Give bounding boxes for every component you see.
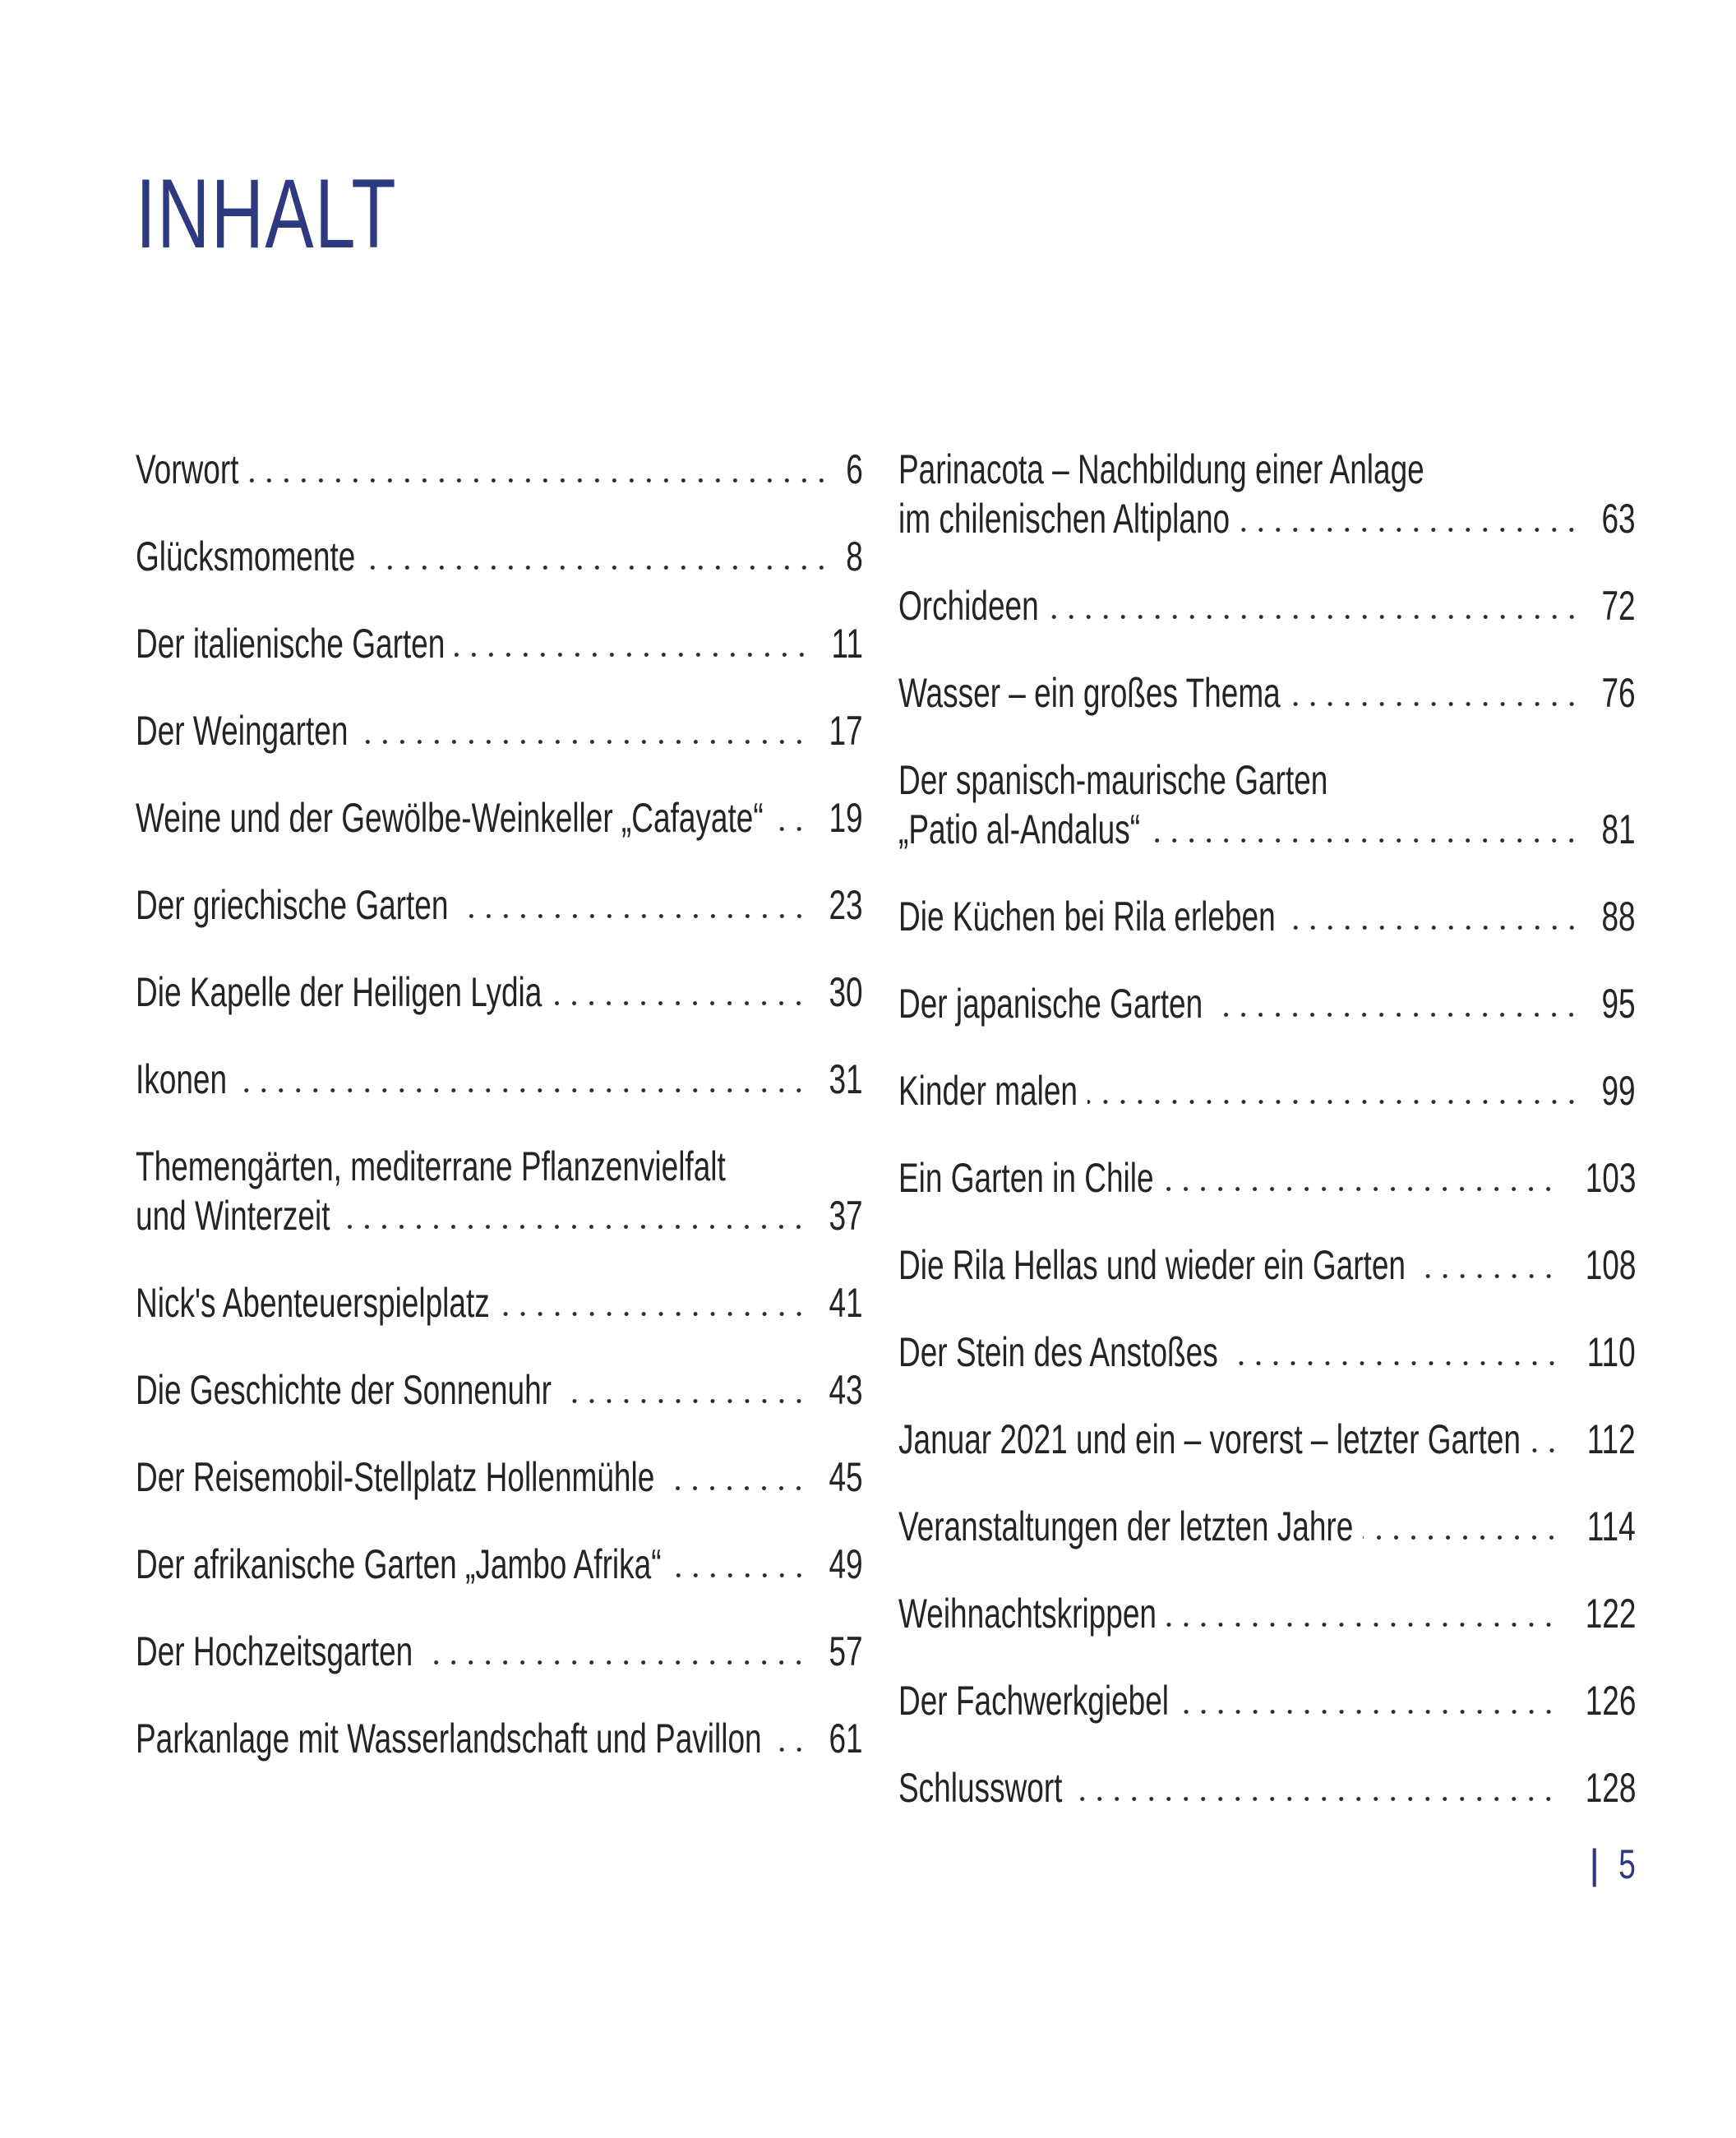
dot-leader [1179,1709,1558,1715]
toc-entry-row [136,1540,863,1589]
toc-entry [136,1278,863,1328]
toc-page-number: 23 [829,882,863,928]
toc-entry-title-line1: Der spanisch-maurische Garten [898,757,1328,803]
toc-entry [136,1540,863,1589]
toc-entry-title: Die Geschichte der Sonnenuhr [136,1367,552,1413]
dot-leader [422,1660,807,1665]
toc-entry [136,706,863,755]
toc-entry-title: Der Reisemobil-Stellplatz Hollenmühle [136,1454,655,1500]
toc-entry-row [898,581,1636,630]
toc-page-number: 37 [829,1193,863,1239]
toc-entry-title: Weine und der Gewölbe-Weinkeller „Cafayate“ [136,795,764,841]
toc-entry [136,1055,863,1104]
toc-entry-title-line1: Parinacota – Nachbildung einer Anlage [898,446,1424,492]
toc-entry [136,1627,863,1676]
toc-entry-title-line1: Themengärten, mediterrane Pflanzenvielfalt [136,1143,726,1189]
toc-entry-title: Parkanlage mit Wasserlandschaft und Pavillon [136,1715,762,1762]
toc-entry [898,668,1636,718]
dot-leader [365,565,830,570]
toc-entry-row [136,967,863,1017]
toc-page-number: 81 [1601,806,1636,852]
toc-columns [136,445,1636,1812]
dot-leader [1363,1535,1560,1540]
toc-entry-title: Der Stein des Anstoßes [898,1329,1218,1375]
toc-entry-row [898,668,1636,718]
toc-entry [136,1365,863,1415]
toc-entry-title: Der Fachwerkgiebel [898,1678,1170,1724]
toc-entry-title: Glücksmomente [136,533,356,580]
dot-leader [1072,1796,1557,1802]
toc-entry [898,1328,1636,1377]
toc-entry-title: Kinder malen [898,1068,1078,1114]
toc-entry [898,755,1636,854]
toc-page-number: 95 [1601,981,1636,1027]
dot-leader [500,1311,808,1317]
toc-page-number: 103 [1585,1155,1636,1201]
toc-entry [136,1452,863,1502]
toc-entry-title: Vorwort [136,446,239,492]
dot-leader [1240,527,1580,533]
page-title: INHALT [136,159,398,269]
toc-entry [136,1142,863,1240]
dot-leader [772,1747,808,1752]
toc-entry-row [136,793,863,843]
toc-entry-title: Der afrikanische Garten „Jambo Afrika“ [136,1541,662,1587]
toc-entry [898,1502,1636,1551]
dot-leader [1150,838,1580,843]
toc-entry-title: Der Weingarten [136,708,349,754]
toc-page-number: 43 [829,1367,863,1413]
toc-entry [898,979,1636,1028]
toc-entry-title: Ikonen [136,1056,228,1102]
toc-page [0,159,1736,2138]
toc-entry [136,967,863,1017]
toc-entry-title: und Winterzeit [136,1193,330,1239]
dot-leader [1290,701,1581,707]
toc-entry [898,581,1636,630]
toc-entry-row [898,892,1636,941]
toc-entry-row [898,805,1636,854]
dot-leader [237,1087,807,1093]
toc-entry-title: Ein Garten in Chile [898,1155,1154,1201]
dot-leader [561,1398,807,1404]
toc-entry-title: Der Hochzeitsgarten [136,1628,413,1674]
toc-page-number: 30 [829,969,863,1015]
dot-leader [358,739,808,745]
dot-leader [1531,1448,1560,1453]
toc-entry-row [898,1328,1636,1377]
toc-entry-title: Wasser – ein großes Thema [898,670,1281,716]
page-footer [136,1840,1636,1889]
toc-page-number: 88 [1601,894,1636,940]
toc-entry [136,1714,863,1763]
toc-page-number: 41 [829,1280,863,1326]
toc-page-number: 11 [831,621,863,667]
toc-page-number: 49 [829,1541,863,1587]
toc-page-number: 122 [1585,1591,1636,1637]
toc-page-number: 6 [846,446,863,492]
toc-entry-row [136,706,863,755]
toc-entry [898,1676,1636,1725]
toc-page-number: 128 [1585,1765,1636,1811]
toc-entry-row [136,1055,863,1104]
toc-page-number: 57 [829,1628,863,1674]
toc-page-number: 112 [1587,1416,1636,1462]
toc-entry-row [136,1714,863,1763]
toc-entry-row [136,1627,863,1676]
toc-column-right [898,445,1636,1812]
toc-entry-row [136,880,863,930]
toc-page-number: 63 [1601,496,1636,542]
toc-page-number: 76 [1601,670,1636,716]
toc-entry-row [898,1763,1636,1812]
toc-page-number: 110 [1587,1329,1636,1375]
toc-entry [136,880,863,930]
toc-page-number: 8 [846,533,863,580]
toc-page-number: 114 [1587,1503,1636,1549]
toc-entry-row [136,1278,863,1328]
toc-entry-title: Orchideen [898,583,1039,629]
toc-entry-title: „Patio al-Andalus“ [898,806,1141,852]
dot-leader [552,1000,807,1006]
toc-page-number: 72 [1601,583,1636,629]
footer-separator: | [1589,1841,1600,1887]
toc-entry [898,445,1636,543]
toc-page-number: 99 [1601,1068,1636,1114]
toc-entry-title: Der italienische Garten [136,621,446,667]
toc-entry-row [136,1191,863,1240]
toc-entry-row [136,1452,863,1502]
toc-column-left [136,445,863,1812]
toc-entry [898,1153,1636,1203]
dot-leader [339,1224,807,1230]
footer-page-number: 5 [1618,1841,1636,1887]
dot-leader [459,913,808,919]
toc-entry-row [898,1589,1636,1638]
toc-entry [136,793,863,843]
toc-entry-row [898,1502,1636,1551]
toc-entry-row [898,1415,1636,1464]
toc-entry [898,892,1636,941]
toc-entry-title: Der griechische Garten [136,882,449,928]
toc-entry [136,619,863,668]
toc-entry [136,445,863,494]
dot-leader [1087,1099,1580,1105]
toc-entry-title: Nick's Abenteuerspielplatz [136,1280,490,1326]
dot-leader [1228,1360,1561,1366]
toc-page-number: 108 [1585,1242,1636,1288]
dot-leader [1286,925,1581,930]
toc-entry-row [898,1676,1636,1725]
toc-entry-title: Die Küchen bei Rila erleben [898,894,1276,940]
toc-entry [898,1763,1636,1812]
toc-page-number: 31 [829,1056,863,1102]
toc-entry-row [898,1066,1636,1115]
toc-entry-title: Die Kapelle der Heiligen Lydia [136,969,542,1015]
dot-leader [1049,614,1581,620]
toc-entry-title: Januar 2021 und ein – vorerst – letzter Garten [898,1416,1521,1462]
dot-leader [664,1485,807,1491]
toc-entry-row [898,1153,1636,1203]
toc-page-number: 45 [829,1454,863,1500]
toc-entry [898,1240,1636,1290]
dot-leader [248,478,830,483]
toc-page-number: 19 [829,795,863,841]
toc-entry-row [898,494,1636,543]
toc-entry-row [898,979,1636,1028]
toc-entry [898,1415,1636,1464]
toc-entry-title: Veranstaltungen der letzten Jahre [898,1503,1354,1549]
dot-leader [1415,1273,1558,1279]
toc-entry-row [136,532,863,581]
toc-entry-title: im chilenischen Altiplano [898,496,1230,542]
toc-page-number: 61 [829,1715,863,1762]
toc-entry-row [898,1240,1636,1290]
dot-leader [455,652,810,658]
dot-leader [773,826,808,832]
dot-leader [1166,1622,1557,1628]
toc-entry-row [136,445,863,494]
toc-entry [898,1066,1636,1115]
dot-leader [672,1572,808,1578]
toc-page-number: 126 [1585,1678,1636,1724]
toc-entry [136,532,863,581]
toc-entry-title: Schlusswort [898,1765,1063,1811]
toc-entry [898,1589,1636,1638]
dot-leader [1163,1186,1557,1192]
dot-leader [1212,1012,1580,1018]
toc-entry-title: Weihnachtskrippen [898,1591,1157,1637]
toc-entry-row [136,619,863,668]
toc-entry-row [136,1365,863,1415]
toc-page-number: 17 [829,708,863,754]
toc-entry-title: Die Rila Hellas und wieder ein Garten [898,1242,1406,1288]
toc-entry-title: Der japanische Garten [898,981,1203,1027]
